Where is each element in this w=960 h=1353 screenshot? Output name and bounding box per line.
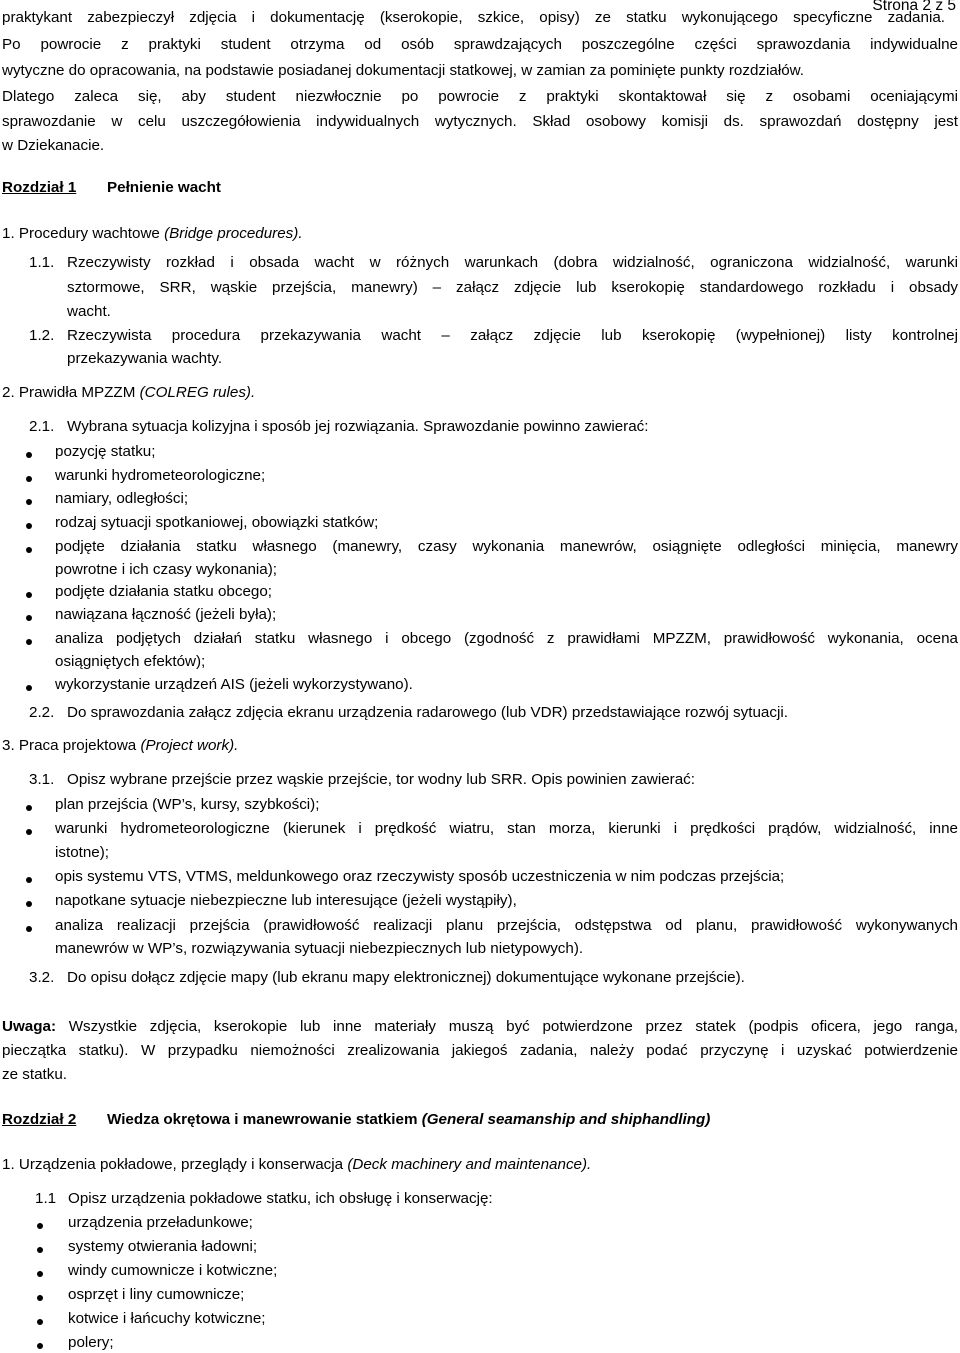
bullet-icon	[37, 1247, 43, 1253]
subsection-number: 2.1.	[29, 418, 55, 435]
bullet-icon	[26, 805, 32, 811]
list-item: warunki hydrometeorologiczne (kierunek i prędkość wiatru, stan morza, kierunki i prędkości prądów, widzialność, inne	[55, 820, 958, 837]
list-item: podjęte działania statku obcego;	[55, 583, 273, 600]
intro-line: praktykant zabezpieczył zdjęcia i dokumentację (kserokopie, szkice, opisy) ze statku wykonującego specyficzne zadania.	[2, 9, 945, 26]
subsection-number: 1.1	[35, 1190, 57, 1207]
subsection-number: 3.2.	[29, 969, 55, 986]
bullet-icon	[26, 685, 32, 691]
subsection-line: Rzeczywisty rozkład i obsada wacht w różnych warunkach (dobra widzialność, ograniczona widzialność, warunki	[67, 254, 958, 271]
list-item: napotkane sytuacje niebezpieczne lub interesujące (jeżeli wystąpiły),	[55, 892, 517, 909]
subsection-number: 2.2.	[29, 704, 55, 721]
subsection-line: sztormowe, SRR, wąskie przejścia, manewry) – załącz zdjęcie lub kserokopię standardowego rozkładu i obsady	[67, 279, 958, 296]
subsection-text: Do opisu dołącz zdjęcie mapy (lub ekranu mapy elektronicznej) dokumentujące wykonane przejście).	[67, 969, 745, 986]
subsection-number: 1.2.	[29, 327, 55, 344]
bullet-icon	[26, 615, 32, 621]
bullet-icon	[26, 592, 32, 598]
list-item: nawiązana łączność (jeżeli była);	[55, 606, 277, 623]
list-item-continuation: istotne);	[55, 844, 110, 861]
subsection-line: wacht.	[67, 303, 111, 320]
list-item: osprzęt i liny cumownicze;	[68, 1286, 245, 1303]
list-item: polery;	[68, 1334, 114, 1351]
chapter-label: Rozdział 1	[2, 179, 77, 196]
list-item: opis systemu VTS, VTMS, meldunkowego oraz rzeczywisty sposób uczestniczenia w nim podczas przejścia;	[55, 868, 785, 885]
subsection-line: przekazywania wachty.	[67, 350, 223, 367]
list-item-continuation: osiągniętych efektów);	[55, 653, 206, 670]
bullet-icon	[26, 639, 32, 645]
list-item: windy cumownicze i kotwiczne;	[68, 1262, 278, 1279]
bullet-icon	[37, 1295, 43, 1301]
chapter-title: Pełnienie wacht	[107, 179, 221, 196]
subsection-text: Opisz urządzenia pokładowe statku, ich obsługę i konserwację:	[68, 1190, 493, 1207]
intro-line: w Dziekanacie.	[2, 137, 105, 154]
bullet-icon	[26, 901, 32, 907]
bullet-icon	[26, 523, 32, 529]
note-line: ze statku.	[2, 1066, 67, 1083]
bullet-icon	[26, 476, 32, 482]
list-item: podjęte działania statku własnego (manewry, czasy wykonania manewrów, osiągnięte odległości minięcia, manewry	[55, 538, 958, 555]
bullet-icon	[26, 547, 32, 553]
bullet-icon	[26, 926, 32, 932]
subsection-text: Do sprawozdania załącz zdjęcia ekranu urządzenia radarowego (lub VDR) przedstawiające rozwój sytuacji.	[67, 704, 788, 721]
list-item-continuation: powrotne i ich czasy wykonania);	[55, 561, 278, 578]
list-item: plan przejścia (WP’s, kursy, szybkości);	[55, 796, 320, 813]
note-label: Uwaga:	[2, 1018, 57, 1035]
subsection-text: Opisz wybrane przejście przez wąskie przejście, tor wodny lub SRR. Opis powinien zawierać:	[67, 771, 695, 788]
list-item: analiza realizacji przejścia (prawidłowość realizacji planu przejścia, odstępstwa od planu, prawidłowość wykonywanych	[55, 917, 958, 934]
bullet-icon	[37, 1319, 43, 1325]
chapter-label: Rozdział 2	[2, 1111, 77, 1128]
subsection-text: Wybrana sytuacja kolizyjna i sposób jej rozwiązania. Sprawozdanie powinno zawierać:	[67, 418, 649, 435]
bullet-icon	[26, 877, 32, 883]
bullet-icon	[26, 829, 32, 835]
list-item: pozycję statku;	[55, 443, 156, 460]
list-item: analiza podjętych działań statku własnego i obcego (zgodność z prawidłami MPZZM, prawidłowość wykonania, ocena	[55, 630, 958, 647]
bullet-icon	[37, 1223, 43, 1229]
note-line: Uwaga: Wszystkie zdjęcia, kserokopie lub inne materiały muszą być potwierdzone przez statek (podpis oficera, jego ranga,	[2, 1018, 958, 1035]
subsection-number: 1.1.	[29, 254, 55, 271]
note-line: pieczątka statku). W przypadku niemożności zrealizowania jakiegoś zadania, należy podać przyczynę i uzyskać potwierdzenie	[2, 1042, 958, 1059]
section-heading: 3. Praca projektowa (Project work).	[2, 737, 239, 754]
section-heading: 2. Prawidła MPZZM (COLREG rules).	[2, 384, 256, 401]
intro-line: sprawozdanie w celu uszczegółowienia indywidualnych wytycznych. Skład osobowy komisji ds. sprawozdań dostępny jest	[2, 113, 958, 130]
list-item: kotwice i łańcuchy kotwiczne;	[68, 1310, 266, 1327]
intro-line: Dlatego zaleca się, aby student niezwłocznie po powrocie z praktyki skontaktował się z osobami oceniającymi	[2, 88, 958, 105]
section-heading: 1. Procedury wachtowe (Bridge procedures).	[2, 225, 303, 242]
bullet-icon	[37, 1271, 43, 1277]
list-item: rodzaj sytuacji spotkaniowej, obowiązki statków;	[55, 514, 379, 531]
list-item: warunki hydrometeorologiczne;	[55, 467, 266, 484]
list-item: namiary, odległości;	[55, 490, 189, 507]
subsection-line: Rzeczywista procedura przekazywania wacht – załącz zdjęcie lub kserokopię (wypełnionej) listy kontrolnej	[67, 327, 958, 344]
chapter-title: Wiedza okrętowa i manewrowanie statkiem (General seamanship and shiphandling)	[107, 1111, 711, 1128]
subsection-number: 3.1.	[29, 771, 55, 788]
bullet-icon	[37, 1343, 43, 1349]
bullet-icon	[26, 499, 32, 505]
intro-line: Po powrocie z praktyki student otrzyma od osób sprawdzających poszczególne części sprawozdania indywidualne	[2, 36, 958, 53]
bullet-icon	[26, 452, 32, 458]
list-item: systemy otwierania ładowni;	[68, 1238, 258, 1255]
intro-line: wytyczne do opracowania, na podstawie posiadanej dokumentacji statkowej, w zamian za pominięte punkty rozdziałów.	[2, 62, 805, 79]
list-item-continuation: manewrów w WP’s, rozwiązywania sytuacji niebezpiecznych lub nietypowych).	[55, 940, 584, 957]
list-item: wykorzystanie urządzeń AIS (jeżeli wykorzystywano).	[55, 676, 413, 693]
page-number: Strona 2 z 5	[872, 0, 956, 14]
section-heading: 1. Urządzenia pokładowe, przeglądy i konserwacja (Deck machinery and maintenance).	[2, 1156, 592, 1173]
list-item: urządzenia przeładunkowe;	[68, 1214, 253, 1231]
